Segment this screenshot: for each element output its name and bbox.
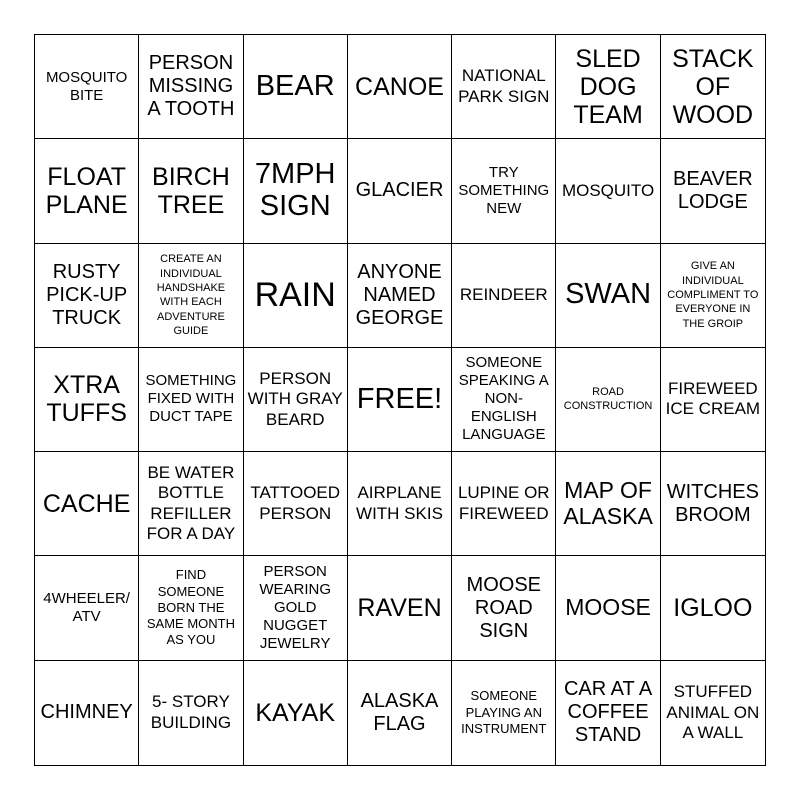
bingo-cell-label: STUFFED ANIMAL ON A WALL [666,682,760,743]
bingo-cell-label: MOSQUITO [561,180,655,200]
bingo-cell[interactable] [139,348,243,452]
bingo-cell[interactable] [139,35,243,139]
bingo-cell[interactable] [348,139,452,243]
bingo-board [34,34,766,766]
bingo-cell[interactable] [35,661,139,765]
bingo-cell-label: ANYONE NAMED GEORGE [355,260,444,329]
bingo-cell-label: PERSON WITH GRAY BEARD [247,368,343,429]
bingo-cell[interactable] [556,35,660,139]
bingo-cell-label: SOMEONE SPEAKING A NON-ENGLISH LANGUAGE [458,354,549,444]
bingo-cell[interactable] [661,348,765,452]
bingo-cell[interactable] [661,244,765,348]
bingo-cell-label: ROAD CONSTRUCTION [563,386,653,413]
bingo-cell[interactable] [348,661,452,765]
bingo-cell-label: NATIONAL PARK SIGN [458,66,550,106]
bingo-cell-label: GLACIER [355,179,444,202]
bingo-cell-label: MOSQUITO BITE [45,68,128,104]
bingo-cell[interactable] [348,452,452,556]
bingo-cell[interactable] [348,35,452,139]
bingo-cell[interactable] [661,452,765,556]
bingo-cell-label: PERSON WEARING GOLD NUGGET JEWELRY [259,563,332,653]
bingo-cell[interactable] [244,139,348,243]
bingo-cell[interactable] [661,556,765,660]
bingo-cell[interactable] [661,661,765,765]
bingo-cell-label: FIREWEED ICE CREAM [665,379,761,419]
bingo-cell[interactable] [35,139,139,243]
bingo-cell-label: RUSTY PICK-UP TRUCK [46,260,128,329]
bingo-cell-label: TATTOOED PERSON [250,483,341,523]
bingo-cell[interactable] [244,556,348,660]
bingo-cell-label: FLOAT PLANE [45,162,128,219]
bingo-cell-label: AIRPLANE WITH SKIS [356,483,443,523]
bingo-cell-label: RAIN [254,275,336,314]
bingo-cell-label: CACHE [42,489,131,518]
bingo-cell[interactable] [661,35,765,139]
bingo-cell-label: XTRA TUFFS [46,371,127,428]
bingo-cell[interactable] [35,556,139,660]
bingo-cell-label: PERSON MISSING A TOOTH [147,52,235,121]
bingo-cell-label: CANOE [355,72,444,101]
bingo-cell-label: GIVE AN INDIVIDUAL COMPLIMENT TO EVERYONE IN THE GROIP [667,260,759,330]
bingo-cell-label: SLED DOG TEAM [573,44,643,129]
bingo-cell-label: LUPINE OR FIREWEED [457,483,550,523]
bingo-cell-label: MOOSE [565,594,651,621]
bingo-cell-label: MOOSE ROAD SIGN [466,573,541,642]
bingo-cell-label: CREATE AN INDIVIDUAL HANDSHAKE WITH EACH ADVENTURE GUIDE [156,253,226,337]
bingo-cell-label: FIND SOMEONE BORN THE SAME MONTH AS YOU [146,567,235,648]
bingo-cell-label: WITCHES BROOM [666,480,759,526]
bingo-cell-label: STACK OF WOOD [672,44,754,129]
bingo-cell[interactable] [452,244,556,348]
bingo-cell[interactable] [244,35,348,139]
bingo-cell[interactable] [244,661,348,765]
bingo-cell[interactable] [244,452,348,556]
bingo-cell-label: 4WHEELER/ ATV [43,590,130,626]
bingo-cell-label: TRY SOMETHING NEW [458,163,550,217]
bingo-cell[interactable] [452,556,556,660]
bingo-cell-label: 7MPH SIGN [254,158,336,222]
bingo-cell[interactable] [139,661,243,765]
bingo-cell-label: BEAVER LODGE [673,167,753,213]
bingo-cell[interactable] [35,348,139,452]
bingo-cell-label: BEAR [255,69,335,102]
bingo-cell[interactable] [244,348,348,452]
bingo-cell-label: ALASKA FLAG [360,689,439,735]
bingo-cell[interactable] [556,244,660,348]
bingo-cell[interactable] [556,556,660,660]
bingo-cell[interactable] [452,452,556,556]
bingo-cell-label: MAP OF ALASKA [563,477,653,529]
bingo-cell[interactable] [556,661,660,765]
bingo-cell[interactable] [452,139,556,243]
bingo-cell[interactable] [139,556,243,660]
bingo-cell-label: IGLOO [673,594,753,623]
bingo-cell-label: CHIMNEY [40,701,133,724]
bingo-cell[interactable] [139,452,243,556]
bingo-cell-label: SOMEONE PLAYING AN INSTRUMENT [461,688,547,736]
bingo-cell[interactable] [35,244,139,348]
bingo-cell-label: SOMETHING FIXED WITH DUCT TAPE [145,372,237,426]
bingo-cell[interactable] [452,348,556,452]
bingo-cell[interactable] [244,244,348,348]
bingo-cell-label: REINDEER [459,285,548,304]
bingo-cell[interactable] [35,35,139,139]
bingo-cell-label: BE WATER BOTTLE REFILLER FOR A DAY [146,463,236,544]
bingo-cell[interactable] [348,244,452,348]
bingo-cell[interactable] [348,348,452,452]
bingo-cell[interactable] [661,139,765,243]
bingo-cell-label: 5- STORY BUILDING [150,692,232,732]
bingo-cell[interactable] [556,452,660,556]
bingo-cell[interactable] [35,452,139,556]
bingo-cell-label: BIRCH TREE [152,162,230,219]
bingo-cell[interactable] [348,556,452,660]
bingo-cell[interactable] [556,348,660,452]
bingo-cell-label: SWAN [565,278,652,311]
bingo-cell[interactable] [556,139,660,243]
bingo-cell[interactable] [452,661,556,765]
bingo-cell-label: KAYAK [255,698,336,727]
bingo-cell[interactable] [139,244,243,348]
bingo-cell-label: RAVEN [357,594,442,623]
bingo-cell-label: FREE! [356,382,443,415]
bingo-cell-label: CAR AT A COFFEE STAND [563,678,653,747]
bingo-cell[interactable] [452,35,556,139]
bingo-cell[interactable] [139,139,243,243]
